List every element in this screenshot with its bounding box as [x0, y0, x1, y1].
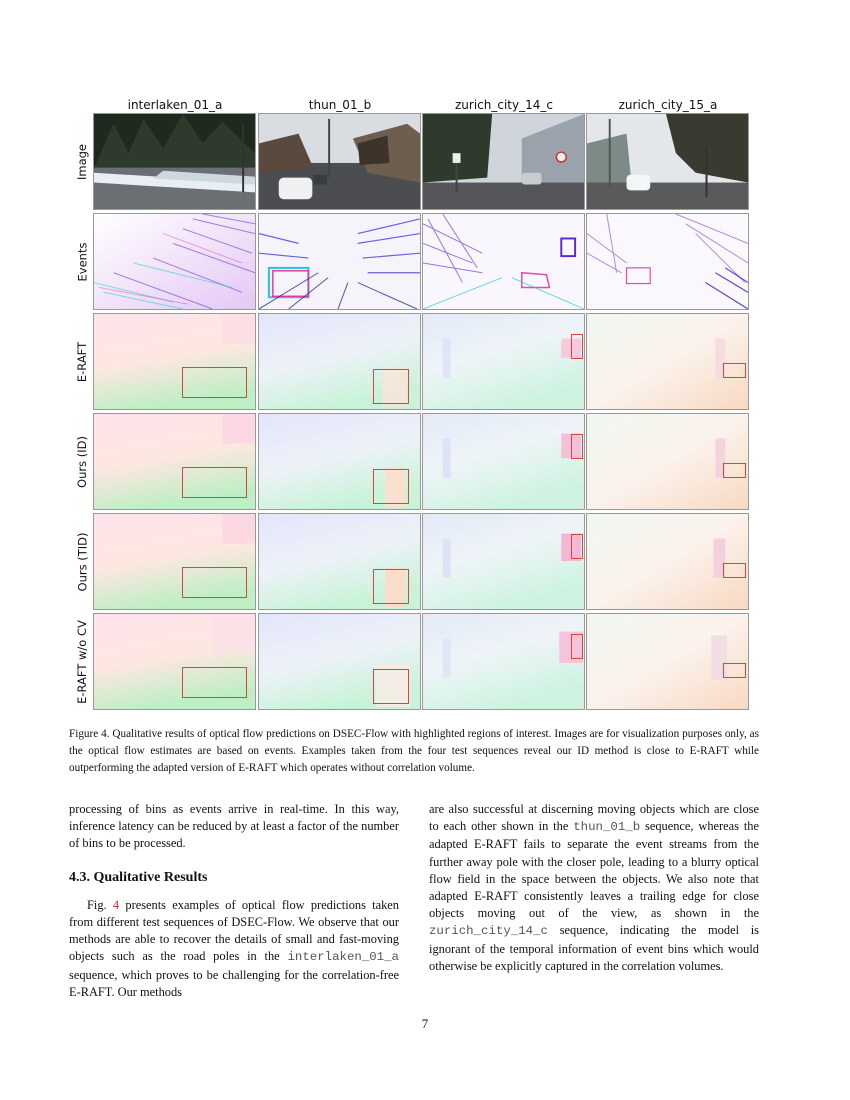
figure-reference-link[interactable]: 4 — [112, 897, 120, 912]
flow-eraft-zurich-14 — [422, 313, 585, 410]
row-label-eraft-wo-cv: E-RAFT w/o CV — [75, 619, 89, 704]
row-label-eraft: E-RAFT — [75, 341, 89, 382]
roi-eraft-zurich-15 — [723, 363, 746, 378]
column-header-zurich-15: zurich_city_15_a — [618, 98, 718, 112]
roi-ours-tid-interlaken — [182, 567, 247, 598]
page-number: 7 — [421, 1016, 429, 1031]
column-header-interlaken: interlaken_01_a — [127, 98, 223, 112]
flow-eraft-zurich-15 — [586, 313, 749, 410]
events-zurich-15 — [586, 213, 749, 310]
image-thun — [258, 113, 421, 210]
roi-eraft-wo-cv-zurich-14 — [571, 634, 583, 659]
roi-ours-tid-zurich-15 — [723, 563, 746, 578]
roi-eraft-interlaken — [182, 367, 247, 398]
roi-eraft-wo-cv-interlaken — [182, 667, 247, 698]
row-label-ours-id: Ours (ID) — [75, 435, 89, 488]
events-thun — [258, 213, 421, 310]
left-column — [69, 801, 399, 1001]
column-header-zurich-14: zurich_city_14_c — [455, 98, 553, 112]
flow-ours-id-zurich-14 — [422, 413, 585, 510]
row-label-events: Events — [75, 242, 89, 281]
flow-ours-tid-zurich-15 — [586, 513, 749, 610]
paragraph-latency: processing of bins as events arrive in real-time. In this way, inference latency can be reduced by at least a factor of the number of bins to be processed. — [69, 802, 399, 851]
events-zurich-14 — [422, 213, 585, 310]
roi-eraft-wo-cv-zurich-15 — [723, 663, 746, 678]
paragraph-qualitative: Fig. 4 presents examples of optical flow predictions taken from different test sequences of DSEC-Flow. We observe that our methods are able to recover the details of small and fast-moving objects such as the road poles in the interlaken_01_a sequence, which proves to be challenging for the correlation-free E-RAFT. Our methods — [69, 897, 400, 999]
image-zurich-14 — [422, 113, 585, 210]
roi-ours-id-interlaken — [182, 467, 247, 498]
roi-eraft-wo-cv-thun — [373, 669, 409, 704]
row-label-image: Image — [75, 143, 89, 180]
image-interlaken — [93, 113, 256, 210]
roi-ours-id-thun — [373, 469, 409, 504]
roi-eraft-zurich-14 — [571, 334, 583, 359]
sequence-name: thun_01_b — [573, 820, 641, 835]
roi-ours-id-zurich-15 — [723, 463, 746, 478]
sequence-name: zurich_city_14_c — [429, 924, 548, 939]
roi-eraft-thun — [373, 369, 409, 404]
events-interlaken — [93, 213, 256, 310]
image-zurich-15 — [586, 113, 749, 210]
roi-ours-tid-thun — [373, 569, 409, 604]
column-header-thun: thun_01_b — [308, 98, 372, 112]
sequence-name: interlaken_01_a — [287, 950, 399, 965]
paragraph-discerning: are also successful at discerning moving objects which are close to each other shown in the thun_01_b sequence, whereas the adapted E-RAFT fails to separate the event streams from the further away pole with the closer pole, leading to a blurry optical flow field in the space between the objects. We also note that adapted E-RAFT consistently leaves a trailing edge for close objects moving out of the view, as shown in the zurich_city_14_c sequence, indicating the model is ignorant of the temporal information of event bins which would otherwise be explicitly captured in the correlation volumes. — [429, 802, 759, 973]
roi-ours-tid-zurich-14 — [571, 534, 583, 559]
figure-caption: Figure 4. Qualitative results of optical flow predictions on DSEC-Flow with highlighted regions of interest. Images are for visualization purposes only, as the optical flow estimates are based on events. Examples taken from the four test sequences reveal our ID method is close to E-RAFT while outperforming the adapted version of E-RAFT which operates without correlation volume. — [69, 728, 759, 774]
flow-ours-id-zurich-15 — [586, 413, 749, 510]
right-column — [429, 801, 759, 975]
flow-eraft-wo-cv-zurich-15 — [586, 613, 749, 710]
row-label-ours-tid: Ours (TID) — [75, 532, 89, 591]
flow-eraft-wo-cv-zurich-14 — [422, 613, 585, 710]
section-heading: 4.3. Qualitative Results — [69, 869, 208, 885]
roi-ours-id-zurich-14 — [571, 434, 583, 459]
flow-ours-tid-zurich-14 — [422, 513, 585, 610]
